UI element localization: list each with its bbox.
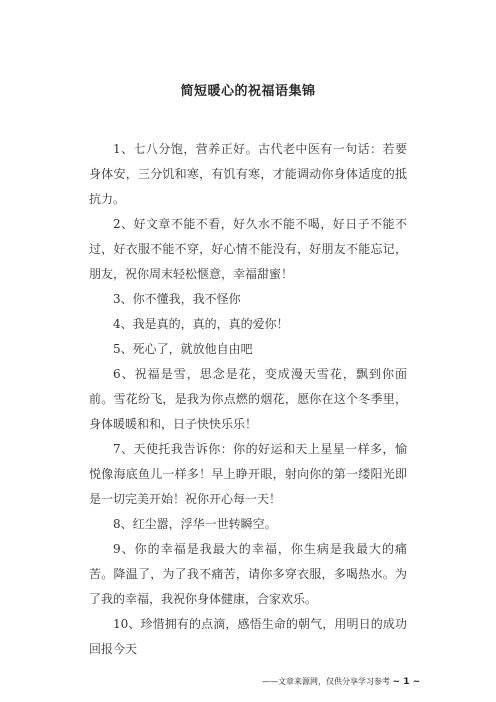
page-number: ~ 1 ~: [392, 677, 421, 687]
paragraph-3: 3、你不懂我，我不怪你: [113, 292, 241, 306]
paragraph-2: 2、好文章不能不看，好久水不能不喝，好日子不能不过，好衣服不能不穿，好心情不能没有，好朋友不能忘记，朋友，祝你周末轻松惬意，幸福甜蜜！: [89, 217, 407, 281]
paragraph-10: 10、珍惜拥有的点滴，感悟生命的朝气，用明日的成功回报今天: [89, 617, 407, 656]
paragraph-9: 9、你的幸福是我最大的幸福，你生病是我最大的痛苦。降温了，为了我不痛苦，请你多穿衣服，多喝热水。为了我的幸福，我祝你身体健康，合家欢乐。: [89, 542, 407, 606]
source-note: ——文章来源网，仅供分享学习参考: [262, 677, 390, 686]
document-title: 简短暖心的祝福语集锦: [180, 84, 316, 99]
paragraph-4: 4、我是真的，真的，真的爱你！: [113, 317, 289, 331]
paragraph-1: 1、七八分饱，营养正好。古代老中医有一句话：若要身体安，三分饥和寒，有饥有寒，才能调动你身体适度的抵抗力。: [89, 142, 407, 206]
paragraph-8: 8、红尘嚣，浮华一世转瞬空。: [113, 517, 277, 531]
page-footer: [262, 676, 420, 688]
document-body: [89, 137, 407, 662]
paragraph-5: 5、死心了，就放他自由吧: [113, 342, 253, 356]
paragraph-7: 7、天使托我告诉你：你的好运和天上星星一样多，愉悦像海底鱼儿一样多！早上睁开眼，射向你的第一缕阳光即是一切完美开始！祝你开心每一天！: [89, 442, 407, 506]
paragraph-6: 6、祝福是雪，思念是花，变成漫天雪花，飘到你面前。雪花纷飞，是我为你点燃的烟花，愿你在这个冬季里，身体暖暖和和，日子快快乐乐！: [89, 367, 407, 431]
